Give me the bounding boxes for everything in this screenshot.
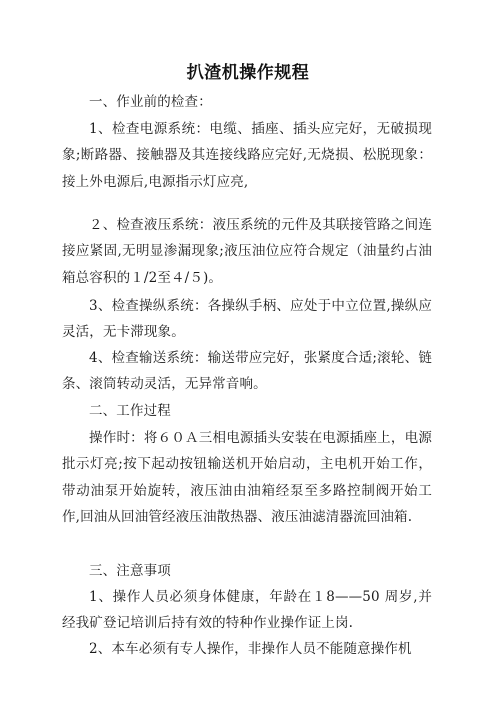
paragraph-check-hydraulic: ２、检查液压系统：液压系统的元件及其联接管路之间连接应紧固,无明显渗漏现象;液压油位应符合规定（油量约占油箱总容积的１/2至４/５)。 [62,217,432,286]
paragraph-note-2: 2、本车必须有专人操作，非操作人员不能随意操作机 [89,641,412,657]
document-title: 扒渣机操作规程 [186,63,310,83]
paragraph-check-controls: 3、检查操纵系统：各操纵手柄、应处于中立位置,操纵应灵活，无卡滞现象。 [62,298,432,341]
paragraph-operation: 操作时：将６０Ａ三相电源插头安装在电源插座上，电源批示灯亮;按下起动按钮输送机开始启动，主电机开始工作，带动油泵开始旋转，液压油由油箱经泵至多路控制阀开始工作,回油从回油管经液压油散热器、液压油滤清器流回油箱. [62,430,432,526]
section-heading-2: 二、工作过程 [89,403,171,419]
paragraph-check-power: 1、检查电源系统：电缆、插座、插头应完好，无破损现象;断路器、接触器及其连接线路应完好,无烧损、松脱现象：接上外电源后,电源指示灯应亮, [62,121,432,190]
paragraph-check-conveyor: 4、检查输送系统：输送带应完好，张紧度合适;滚轮、链条、滚筒转动灵活，无异常音响。 [62,350,432,393]
paragraph-note-1: 1、操作人员必须身体健康，年龄在１8——50 周岁,并经我矿登记培训后持有效的特种作业操作证上岗. [62,589,432,632]
section-heading-3: 三、注意事项 [89,563,171,579]
section-heading-1: 一、作业前的检查： [89,94,212,110]
